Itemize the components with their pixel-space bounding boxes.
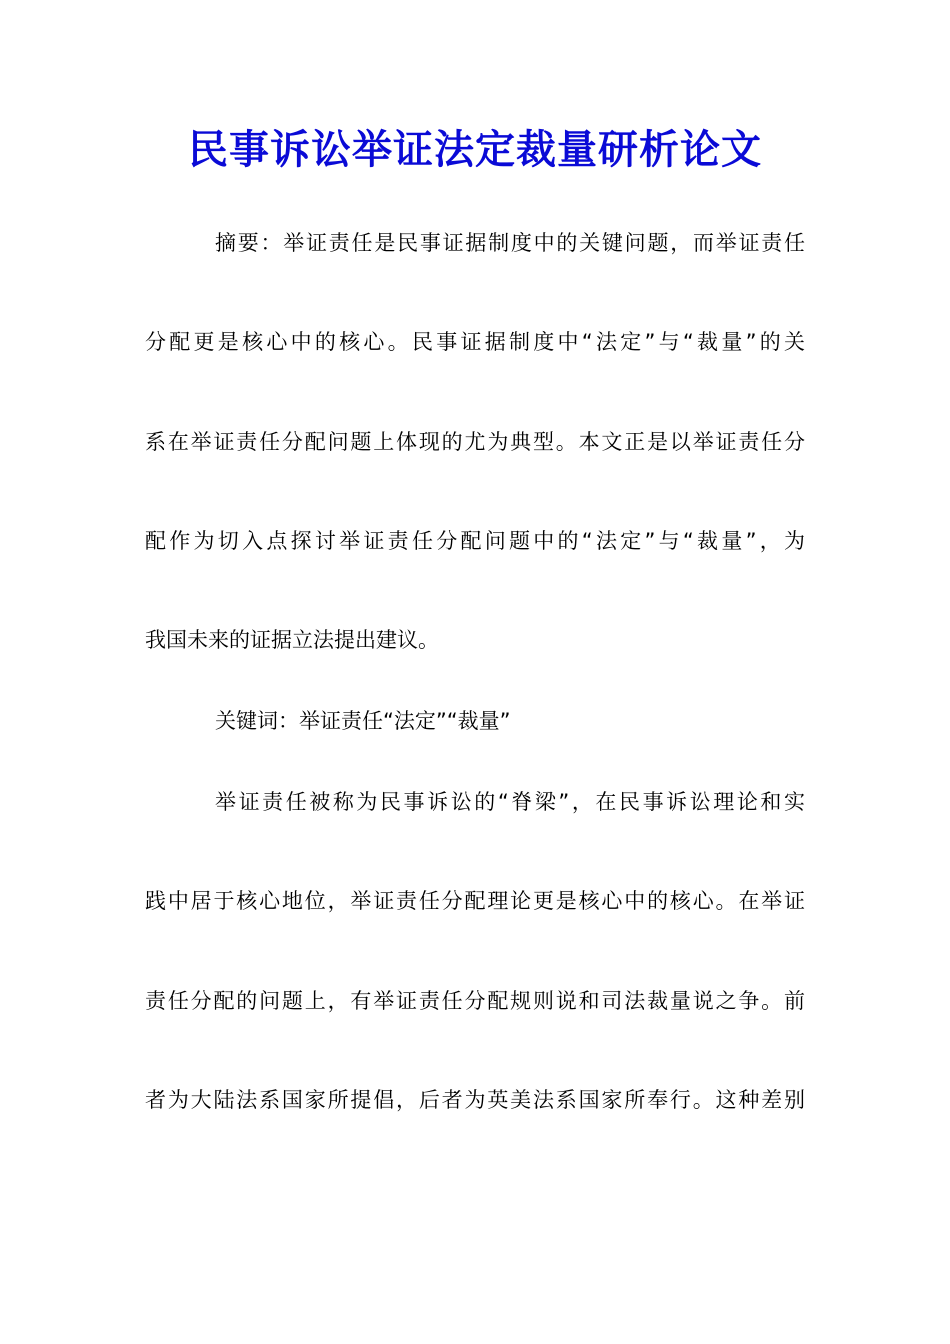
abstract-line-1: 摘要：举证责任是民事证据制度中的关键问题，而举证责任 xyxy=(215,231,805,255)
abstract-line-4: 配作为切入点探讨举证责任分配问题中的“法定”与“裁量”，为 xyxy=(145,529,805,553)
keywords-line: 关键词：举证责任“法定”“裁量” xyxy=(215,709,511,733)
body-line-3: 责任分配的问题上，有举证责任分配规则说和司法裁量说之争。前 xyxy=(145,989,805,1013)
document-title: 民事诉讼举证法定裁量研析论文 xyxy=(188,126,762,173)
body-line-2: 践中居于核心地位，举证责任分配理论更是核心中的核心。在举证 xyxy=(145,889,805,913)
body-line-4: 者为大陆法系国家所提倡，后者为英美法系国家所奉行。这种差别 xyxy=(145,1088,805,1112)
abstract-line-2: 分配更是核心中的核心。民事证据制度中“法定”与“裁量”的关 xyxy=(145,330,805,354)
abstract-line-3: 系在举证责任分配问题上体现的尤为典型。本文正是以举证责任分 xyxy=(145,430,805,454)
abstract-line-5: 我国未来的证据立法提出建议。 xyxy=(145,628,439,652)
body-line-1: 举证责任被称为民事诉讼的“脊梁”，在民事诉讼理论和实 xyxy=(215,790,805,814)
